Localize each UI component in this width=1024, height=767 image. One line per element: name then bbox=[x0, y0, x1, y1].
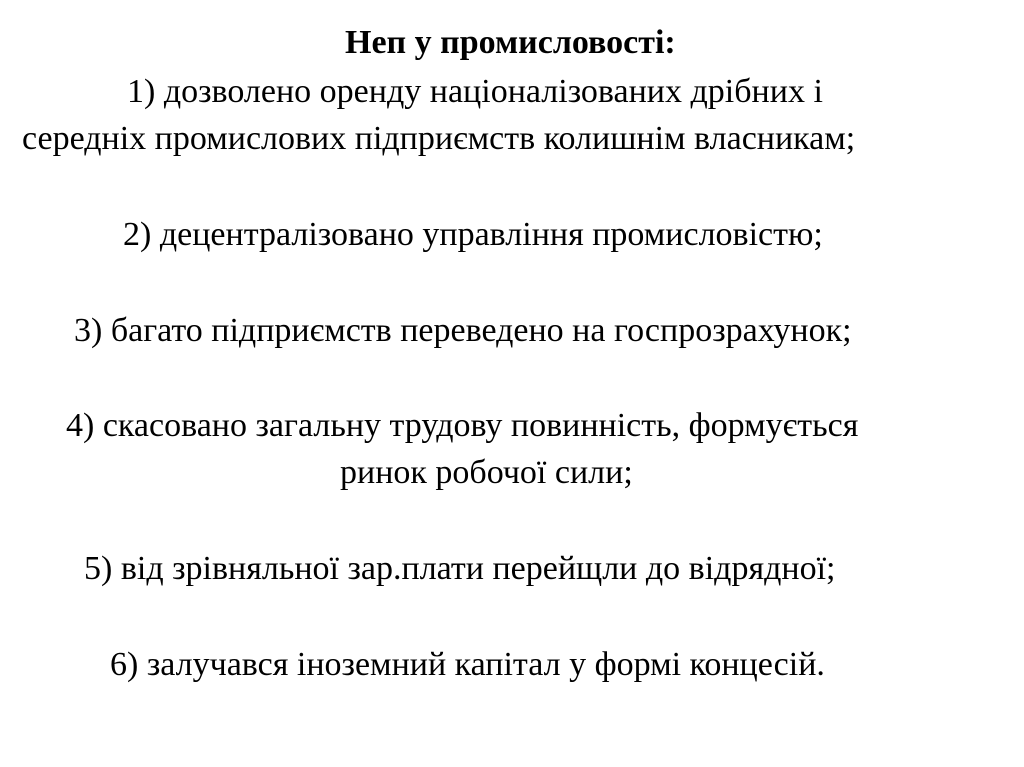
list-item-1-line-1: 1) дозволено оренду націоналізованих дрібних і bbox=[127, 73, 823, 110]
list-item-3: 3) багато підприємств переведено на госпрозрахунок; bbox=[74, 312, 852, 349]
list-item-2: 2) децентралізовано управління промисловістю; bbox=[123, 216, 823, 253]
slide-title: Неп у промисловості: bbox=[345, 24, 676, 61]
list-item-4-line-1: 4) скасовано загальну трудову повинність, формується bbox=[66, 407, 859, 444]
list-item-5: 5) від зрівняльної зар.плати перейщли до відрядної; bbox=[84, 550, 836, 587]
list-item-6: 6) залучався іноземний капітал у формі концесій. bbox=[110, 646, 825, 683]
list-item-1-line-2: середніх промислових підприємств колишнім власникам; bbox=[22, 120, 856, 157]
list-item-4-line-2: ринок робочої сили; bbox=[340, 454, 633, 491]
